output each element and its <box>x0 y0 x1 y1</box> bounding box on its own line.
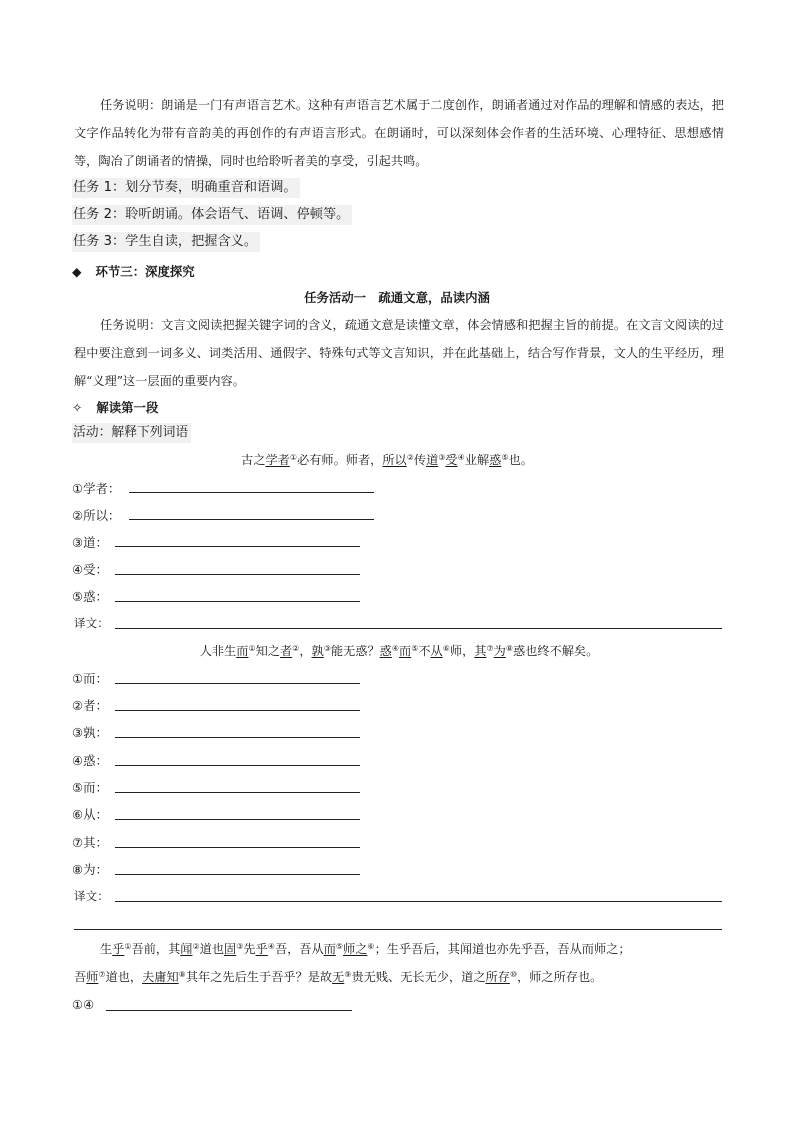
passage-3-line-1: 生乎①吾前，其闻②道也固③先乎④吾，吾从而⑤师之⑥；生乎吾后，其闻道也亦先乎吾，吾从而师之； <box>100 942 631 956</box>
word-label: ②者： <box>72 698 108 713</box>
answer-line[interactable] <box>115 601 360 602</box>
task-item-3: 任务 3：学生自读，把握含义。 <box>72 232 260 252</box>
answer-line[interactable] <box>115 847 360 848</box>
answer-line[interactable] <box>115 874 360 875</box>
answer-line[interactable] <box>115 792 360 793</box>
word-label: ①④ <box>72 997 95 1012</box>
word-label: ⑦其： <box>72 835 108 850</box>
translation-line[interactable] <box>115 901 722 902</box>
answer-line[interactable] <box>115 819 360 820</box>
answer-line[interactable] <box>115 737 360 738</box>
word-label: ②所以： <box>72 508 121 523</box>
answer-line[interactable] <box>115 574 360 575</box>
section-title: 环节三：深度探究 <box>95 264 195 279</box>
passage-3-line-2: 吾师⑦道也，夫庸知⑧其年之先后生于吾乎？是故无⑨贵无贱、无长无少，道之所存⑩，师之所存也。 <box>74 970 603 984</box>
answer-line[interactable] <box>129 492 374 493</box>
word-label: ④受： <box>72 562 108 577</box>
translation-line-2[interactable] <box>74 929 722 930</box>
answer-line[interactable] <box>129 519 374 520</box>
sparkle-bullet-icon: ✧ <box>72 400 83 415</box>
answer-line[interactable] <box>115 546 360 547</box>
answer-line[interactable] <box>115 765 360 766</box>
answer-line[interactable] <box>115 683 360 684</box>
subsection-heading <box>72 398 158 416</box>
subsection-title: 解读第一段 <box>96 400 159 415</box>
word-label: ⑤而： <box>72 780 108 795</box>
word-label: ①学者： <box>72 481 121 496</box>
word-label: ⑤惑： <box>72 589 108 604</box>
task-item-2: 任务 2：聆听朗诵。体会语气、语调、停顿等。 <box>72 205 352 225</box>
intro-paragraph: 任务说明：朗诵是一门有声语言艺术。这种有声语言艺术属于二度创作，朗诵者通过对作品的理解和情感的表达，把文字作品转化为带有音韵美的再创作的有声语言形式。在朗诵时，可以深刻体会作者的生活环境、心理特征、思想感情等，陶冶了朗诵者的情操，同时也给聆听者美的享受，引起共鸣。 <box>74 98 724 168</box>
diamond-bullet-icon: ◆ <box>72 264 82 279</box>
word-label: ③孰： <box>72 725 108 740</box>
answer-line[interactable] <box>106 1010 352 1011</box>
word-label: ①而： <box>72 671 108 686</box>
word-label: ③道： <box>72 535 108 550</box>
answer-line[interactable] <box>115 710 360 711</box>
translation-label: 译文： <box>74 616 109 630</box>
word-label: ⑥从： <box>72 807 108 822</box>
translation-line[interactable] <box>115 628 722 629</box>
word-label: ⑧为： <box>72 862 108 877</box>
activity-title: 任务活动一 疏通文意，品读内涵 <box>304 290 490 305</box>
task-item-1: 任务 1：划分节奏，明确重音和语调。 <box>72 178 300 198</box>
passage-2: 人非生而①知之者②，孰③能无惑？惑④而⑤不从⑥师，其⑦为⑧惑也终不解矣。 <box>199 644 599 658</box>
activity-label: 活动：解释下列词语 <box>72 423 191 443</box>
section-heading <box>72 262 195 280</box>
passage-1: 古之学者①必有师。师者，所以②传道③受④业解惑⑤也。 <box>241 453 533 467</box>
translation-label: 译文： <box>74 889 109 903</box>
word-label: ④惑： <box>72 753 108 768</box>
task-description: 任务说明：文言文阅读把握关键字词的含义，疏通文意是读懂文章，体会情感和把握主旨的前提。在文言文阅读的过程中要注意到一词多义、词类活用、通假字、特殊句式等文言知识，并在此基础上，结合写作背景，文人的生平经历，理解“义理”这一层面的重要内容。 <box>74 318 724 388</box>
